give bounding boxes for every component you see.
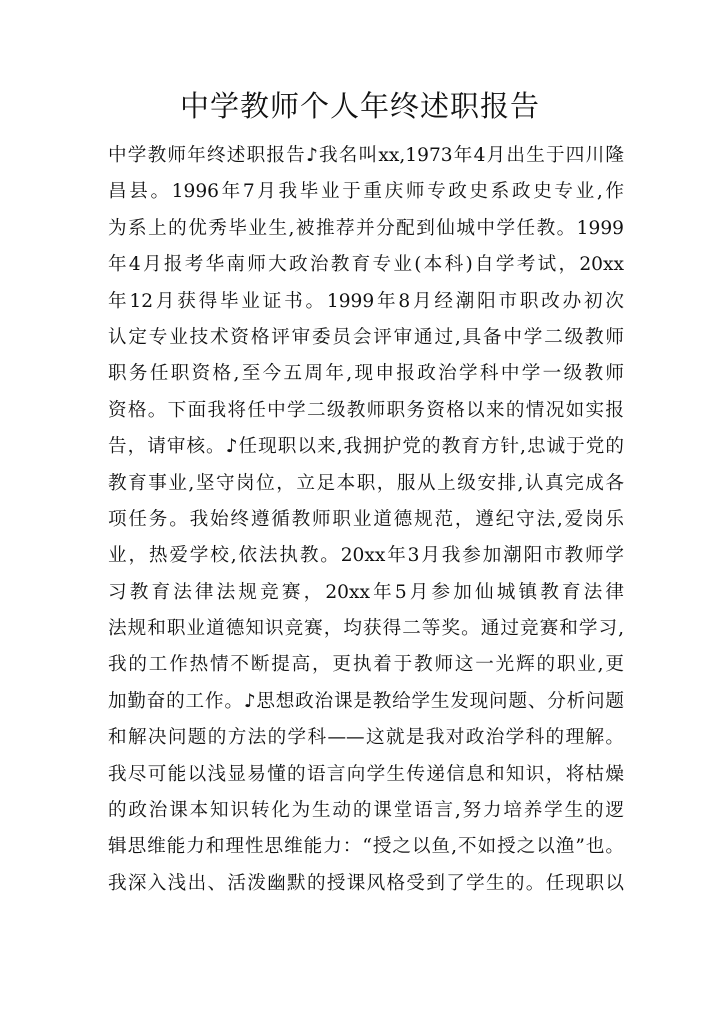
body-line: 加勤奋的工作。♪思想政治课是教给学生发现问题、分析问题	[108, 690, 624, 712]
document-body	[108, 142, 624, 906]
body-line: 昌县。1996年7月我毕业于重庆师专政史系政史专业,作	[108, 181, 624, 203]
body-line: 项任务。我始终遵循教师职业道德规范，遵纪守法,爱岗乐	[108, 508, 624, 530]
body-line: 年4月报考华南师大政治教育专业(本科)自学考试，20xx	[108, 254, 624, 276]
body-line: 认定专业技术资格评审委员会评审通过,具备中学二级教师	[108, 326, 624, 348]
body-line: 的政治课本知识转化为生动的课堂语言,努力培养学生的逻	[108, 800, 624, 822]
body-line: 资格。下面我将任中学二级教师职务资格以来的情况如实报	[108, 399, 624, 421]
body-line: 我尽可能以浅显易懂的语言向学生传递信息和知识，将枯燥	[108, 763, 624, 785]
body-line: 告，请审核。♪任现职以来,我拥护党的教育方针,忠诚于党的	[108, 436, 624, 458]
body-line: 年12月获得毕业证书。1999年8月经潮阳市职改办初次	[108, 290, 624, 312]
body-line: 中学教师年终述职报告♪我名叫xx,1973年4月出生于四川隆	[108, 145, 624, 166]
body-line: 业，热爱学校,依法执教。20xx年3月我参加潮阳市教师学	[108, 545, 624, 567]
body-line: 法规和职业道德知识竞赛，均获得二等奖。通过竞赛和学习,	[108, 618, 624, 640]
body-line: 职务任职资格,至今五周年,现申报政治学科中学一级教师	[108, 363, 624, 385]
body-line: 为系上的优秀毕业生,被推荐并分配到仙城中学任教。1999	[108, 217, 624, 239]
document-title: 中学教师个人年终述职报告	[179, 89, 540, 123]
body-line: 和解决问题的方法的学科——这就是我对政治学科的理解。	[108, 727, 624, 749]
body-line: 习教育法律法规竞赛，20xx年5月参加仙城镇教育法律	[108, 581, 624, 603]
body-line: 辑思维能力和理性思维能力：“授之以鱼,不如授之以渔”也。	[108, 836, 624, 858]
body-line: 教育事业,坚守岗位，立足本职，服从上级安排,认真完成各	[108, 472, 624, 494]
body-line: 我深入浅出、活泼幽默的授课风格受到了学生的。任现职以	[108, 872, 624, 894]
body-line: 我的工作热情不断提高，更执着于教师这一光辉的职业,更	[108, 654, 624, 676]
